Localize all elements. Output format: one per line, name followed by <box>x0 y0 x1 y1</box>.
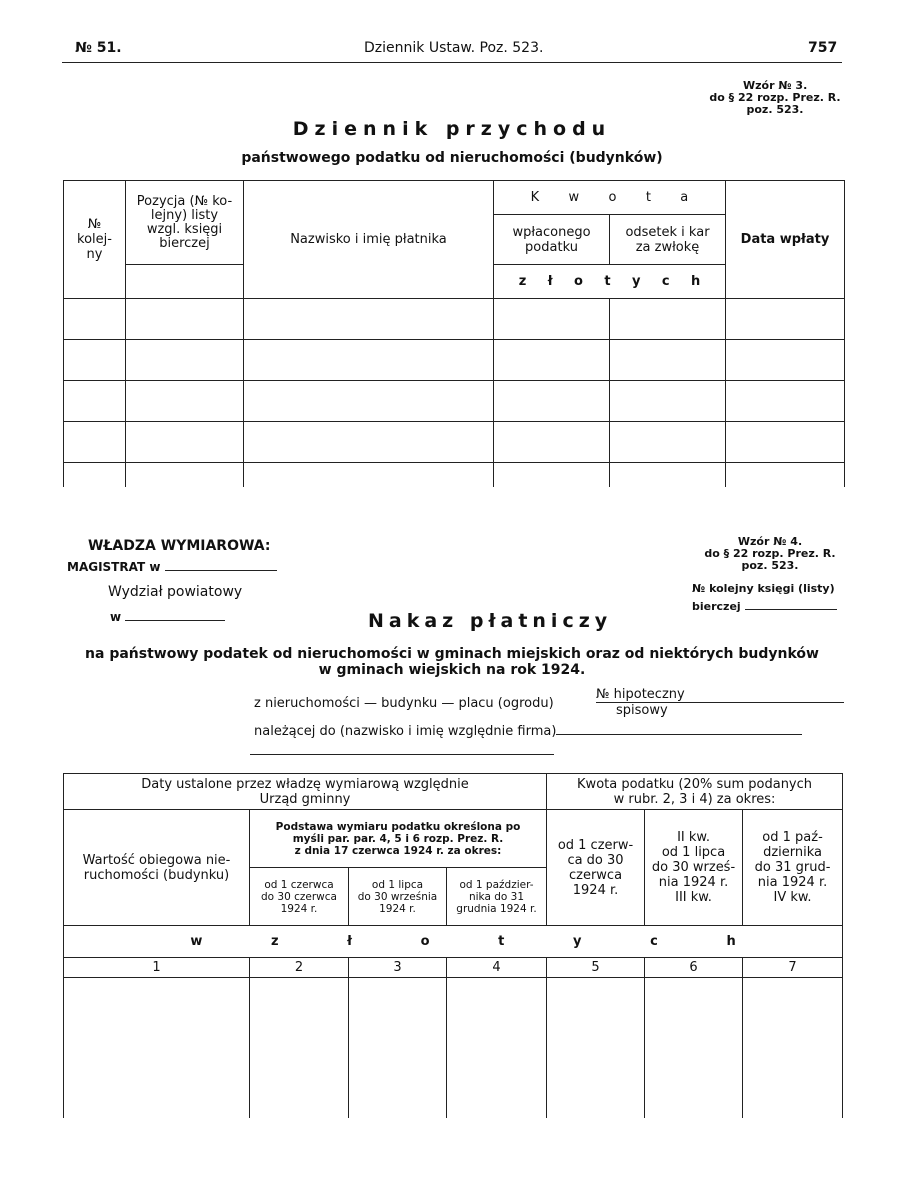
basis-period-1: od 1 czerwca do 30 czerwca 1924 r. <box>250 868 349 926</box>
col-number: 2 <box>250 958 349 978</box>
table-row <box>64 299 845 340</box>
col-interest-header: odsetek i kar za zwłokę <box>610 215 726 265</box>
department-label: Wydział powiatowy <box>108 584 243 600</box>
table-row <box>64 381 845 422</box>
form3-title: Dziennik przychodu <box>292 118 612 140</box>
col-position-header: Pozycja (№ ko- lejny) listy wzgl. księgi bierczej <box>126 181 244 265</box>
basis-period-3: od 1 paździer- nika do 31 grudnia 1924 r. <box>447 868 547 926</box>
form3-pattern-ref: Wzór № 3. do § 22 rozp. Prez. R. poz. 523. <box>709 79 841 116</box>
col-number: 1 <box>64 958 250 978</box>
form4-pattern-ref: Wzór № 4. do § 22 rozp. Prez. R. poz. 523. <box>704 535 836 572</box>
table-row <box>64 340 845 381</box>
dates-header: Daty ustalone przez władzę wymiarową względnie Urząd gminny <box>64 774 547 810</box>
form3-subtitle: państwowego podatku od nieruchomości (budynków) <box>241 150 663 166</box>
owner-line: należącej do (nazwisko i imię względnie firma) <box>254 724 802 739</box>
value-column-header: Wartość obiegowa nie- ruchomości (budynku) <box>64 810 250 926</box>
magistrat-line: MAGISTRAT w <box>67 560 277 574</box>
page-number: 757 <box>808 40 838 56</box>
income-journal-table <box>63 180 845 487</box>
col-name-header: Nazwisko i imię płatnika <box>244 181 494 299</box>
basis-header: Podstawa wymiaru podatku określona po myśli par. par. 4, 5 i 6 rozp. Prez. R. z dnia 17 czerwca 1924 r. za okres: <box>250 810 547 868</box>
col-number-header: № kolej- ny <box>64 181 126 299</box>
property-line: z nieruchomości — budynku — placu (ogrodu) <box>254 696 554 711</box>
tax-period-q3: od 1 paź- dziernika do 31 grud- nia 1924 r. IV kw. <box>743 810 843 926</box>
header-rule <box>62 62 842 63</box>
tax-period-q1: od 1 czerw- ca do 30 czerwca 1924 r. <box>547 810 645 926</box>
col-date-header: Data wpłaty <box>726 181 845 299</box>
table-row <box>64 978 843 1118</box>
journal-title: Dziennik Ustaw. Poz. 523. <box>364 40 544 56</box>
col-number: 4 <box>447 958 547 978</box>
tax-amount-header: Kwota podatku (20% sum podanych w rubr. 2, 3 i 4) za okres: <box>547 774 843 810</box>
table-row <box>64 422 845 463</box>
basis-period-2: od 1 lipca do 30 września 1924 r. <box>349 868 447 926</box>
col-position-header-tail <box>126 265 244 299</box>
col-number: 6 <box>645 958 743 978</box>
owner-line-extension <box>250 754 554 755</box>
department-w-line: w <box>110 610 225 624</box>
table-row <box>64 463 845 487</box>
authority-label: WŁADZA WYMIAROWA: <box>88 538 271 554</box>
col-number: 5 <box>547 958 645 978</box>
col-number: 7 <box>743 958 843 978</box>
register-number: № kolejny księgi (listy) bierczej <box>692 582 835 613</box>
currency-row: w z ł o t y c h <box>64 926 843 958</box>
col-number: 3 <box>349 958 447 978</box>
payment-order-table <box>63 773 843 1118</box>
form4-subtitle: na państwowy podatek od nieruchomości w gminach miejskich oraz od niektórych budynków w gminach wiejskich na rok 1924. <box>85 646 819 678</box>
form4-title: Nakaz płatniczy <box>368 610 613 632</box>
mortgage-number: № hipoteczny spisowy <box>596 687 844 718</box>
tax-period-q2: II kw. od 1 lipca do 30 wrześ- nia 1924 r. III kw. <box>645 810 743 926</box>
col-paid-header: wpłaconego podatku <box>494 215 610 265</box>
currency-row: z ł o t y c h <box>494 265 726 299</box>
amount-header: K w o t a <box>494 181 726 215</box>
issue-number: № 51. <box>75 40 122 56</box>
